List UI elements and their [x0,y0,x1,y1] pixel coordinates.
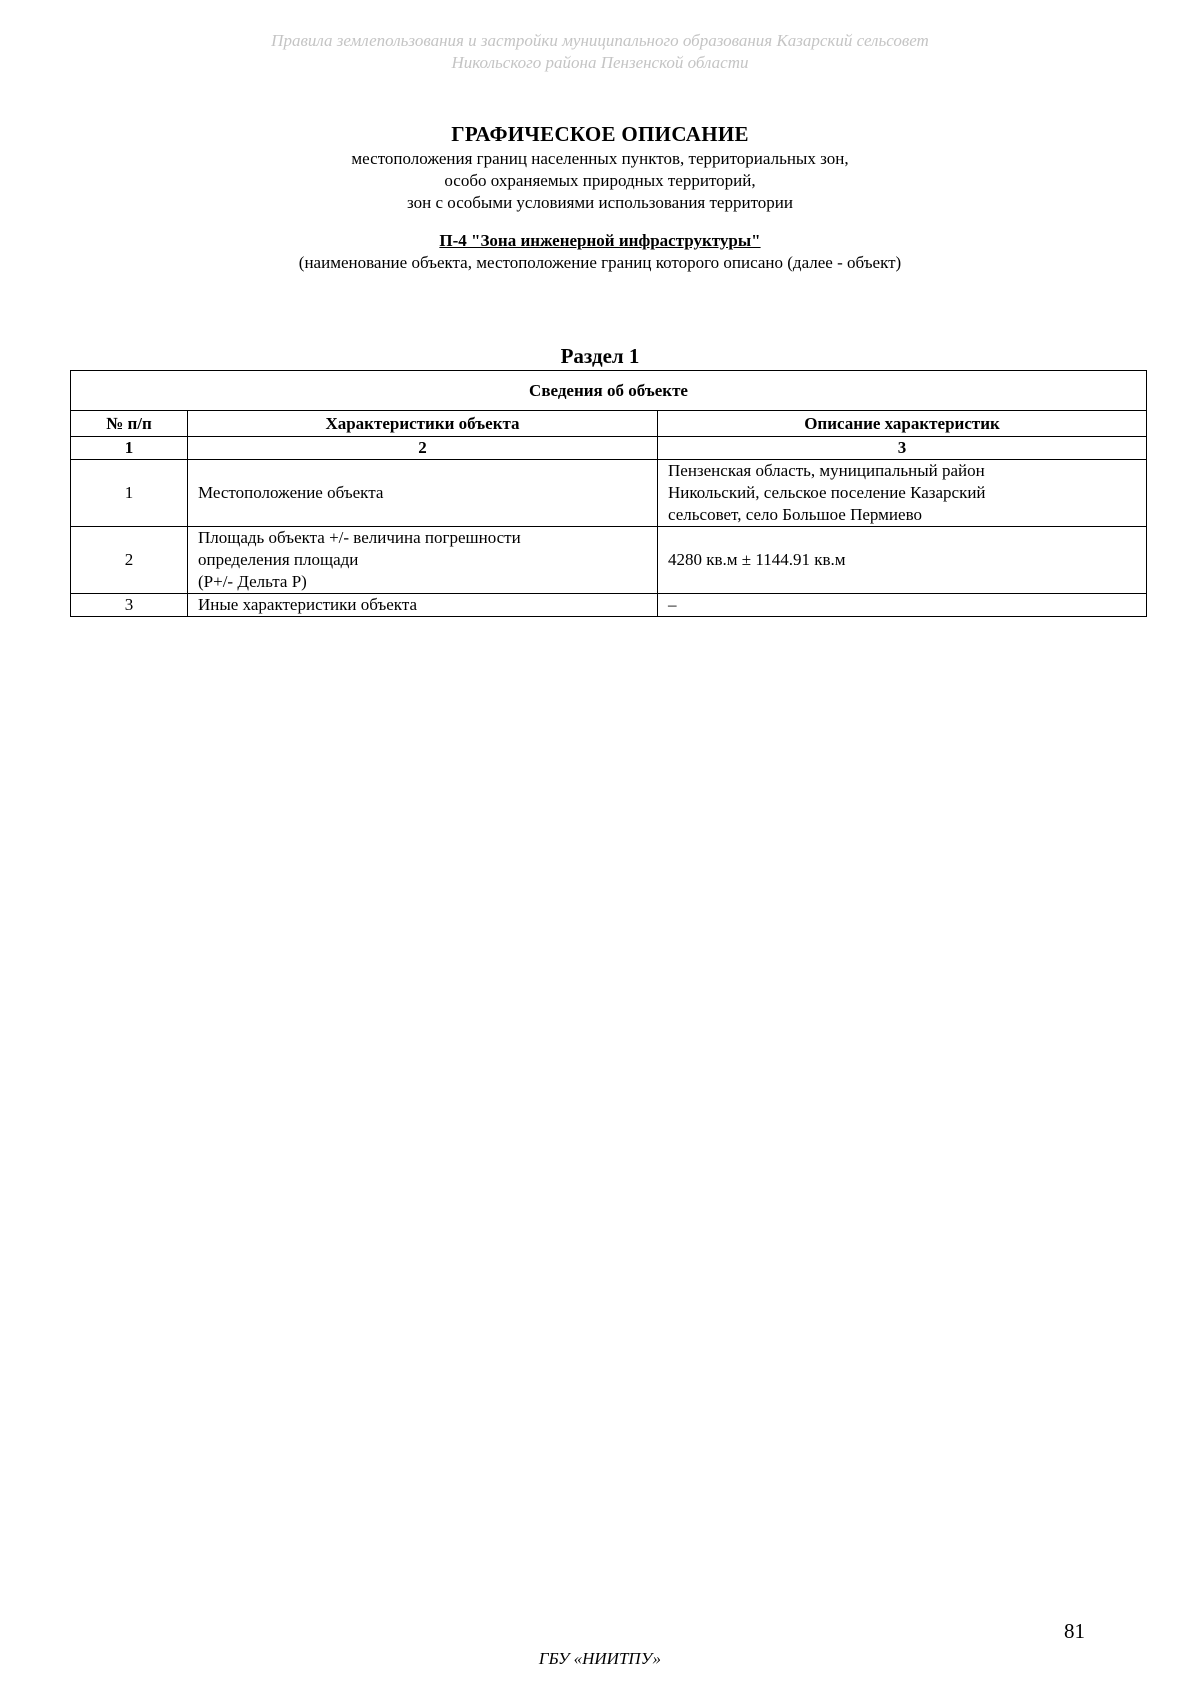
row-number: 3 [71,594,188,617]
document-subtitle-line-1: местоположения границ населенных пунктов, территориальных зон, [351,149,849,168]
row-description-line: 4280 кв.м ± 1144.91 кв.м [668,550,846,569]
document-subtitle-line-3: зон с особыми условиями использования территории [407,193,793,212]
row-characteristic-line: Площадь объекта +/- величина погрешности [198,528,521,547]
row-characteristic [188,594,658,617]
column-number-1: 1 [71,437,188,460]
object-caption: (наименование объекта, местоположение границ которого описано (далее - объект) [298,253,902,272]
table-row [71,527,1147,594]
running-header-line-1: Правила землепользования и застройки муниципального образования Казарский сельсовет [271,31,929,50]
document-heading [0,120,1200,274]
table-row [71,460,1147,527]
row-characteristic-line: (P+/- Дельта P) [198,572,307,591]
table-caption-row [71,371,1147,411]
row-description-line: – [668,595,677,614]
object-info-table [70,370,1147,617]
column-number-2: 2 [188,437,658,460]
table-header-row [71,411,1147,437]
row-characteristic-line: Местоположение объекта [198,483,384,502]
row-description-line: Пензенская область, муниципальный район [668,461,985,480]
running-header [0,30,1200,74]
table-column-numbers-row [71,437,1147,460]
page-number: 81 [1064,1619,1085,1643]
row-characteristic [188,460,658,527]
column-number-3: 3 [658,437,1147,460]
header-characteristic: Характеристики объекта [188,411,658,437]
header-description: Описание характеристик [658,411,1147,437]
row-characteristic-line: Иные характеристики объекта [198,595,418,614]
row-number: 1 [71,460,188,527]
row-description-line: Никольский, сельское поселение Казарский [668,483,986,502]
row-characteristic [188,527,658,594]
row-description [658,594,1147,617]
document-title: ГРАФИЧЕСКОЕ ОПИСАНИЕ [451,122,749,146]
row-characteristic-line: определения площади [198,550,359,569]
table-row [71,594,1147,617]
object-name: П-4 "Зона инженерной инфраструктуры" [439,231,761,250]
section-title: Раздел 1 [560,344,640,368]
row-description-line: сельсовет, село Большое Пермиево [668,505,922,524]
document-subtitle-line-2: особо охраняемых природных территорий, [444,171,756,190]
row-description [658,460,1147,527]
header-number: № п/п [71,411,188,437]
page-footer: ГБУ «НИИТПУ» [538,1649,662,1668]
running-header-line-2: Никольского района Пензенской области [451,53,749,72]
row-description [658,527,1147,594]
row-number: 2 [71,527,188,594]
table-caption: Сведения об объекте [71,371,1147,411]
